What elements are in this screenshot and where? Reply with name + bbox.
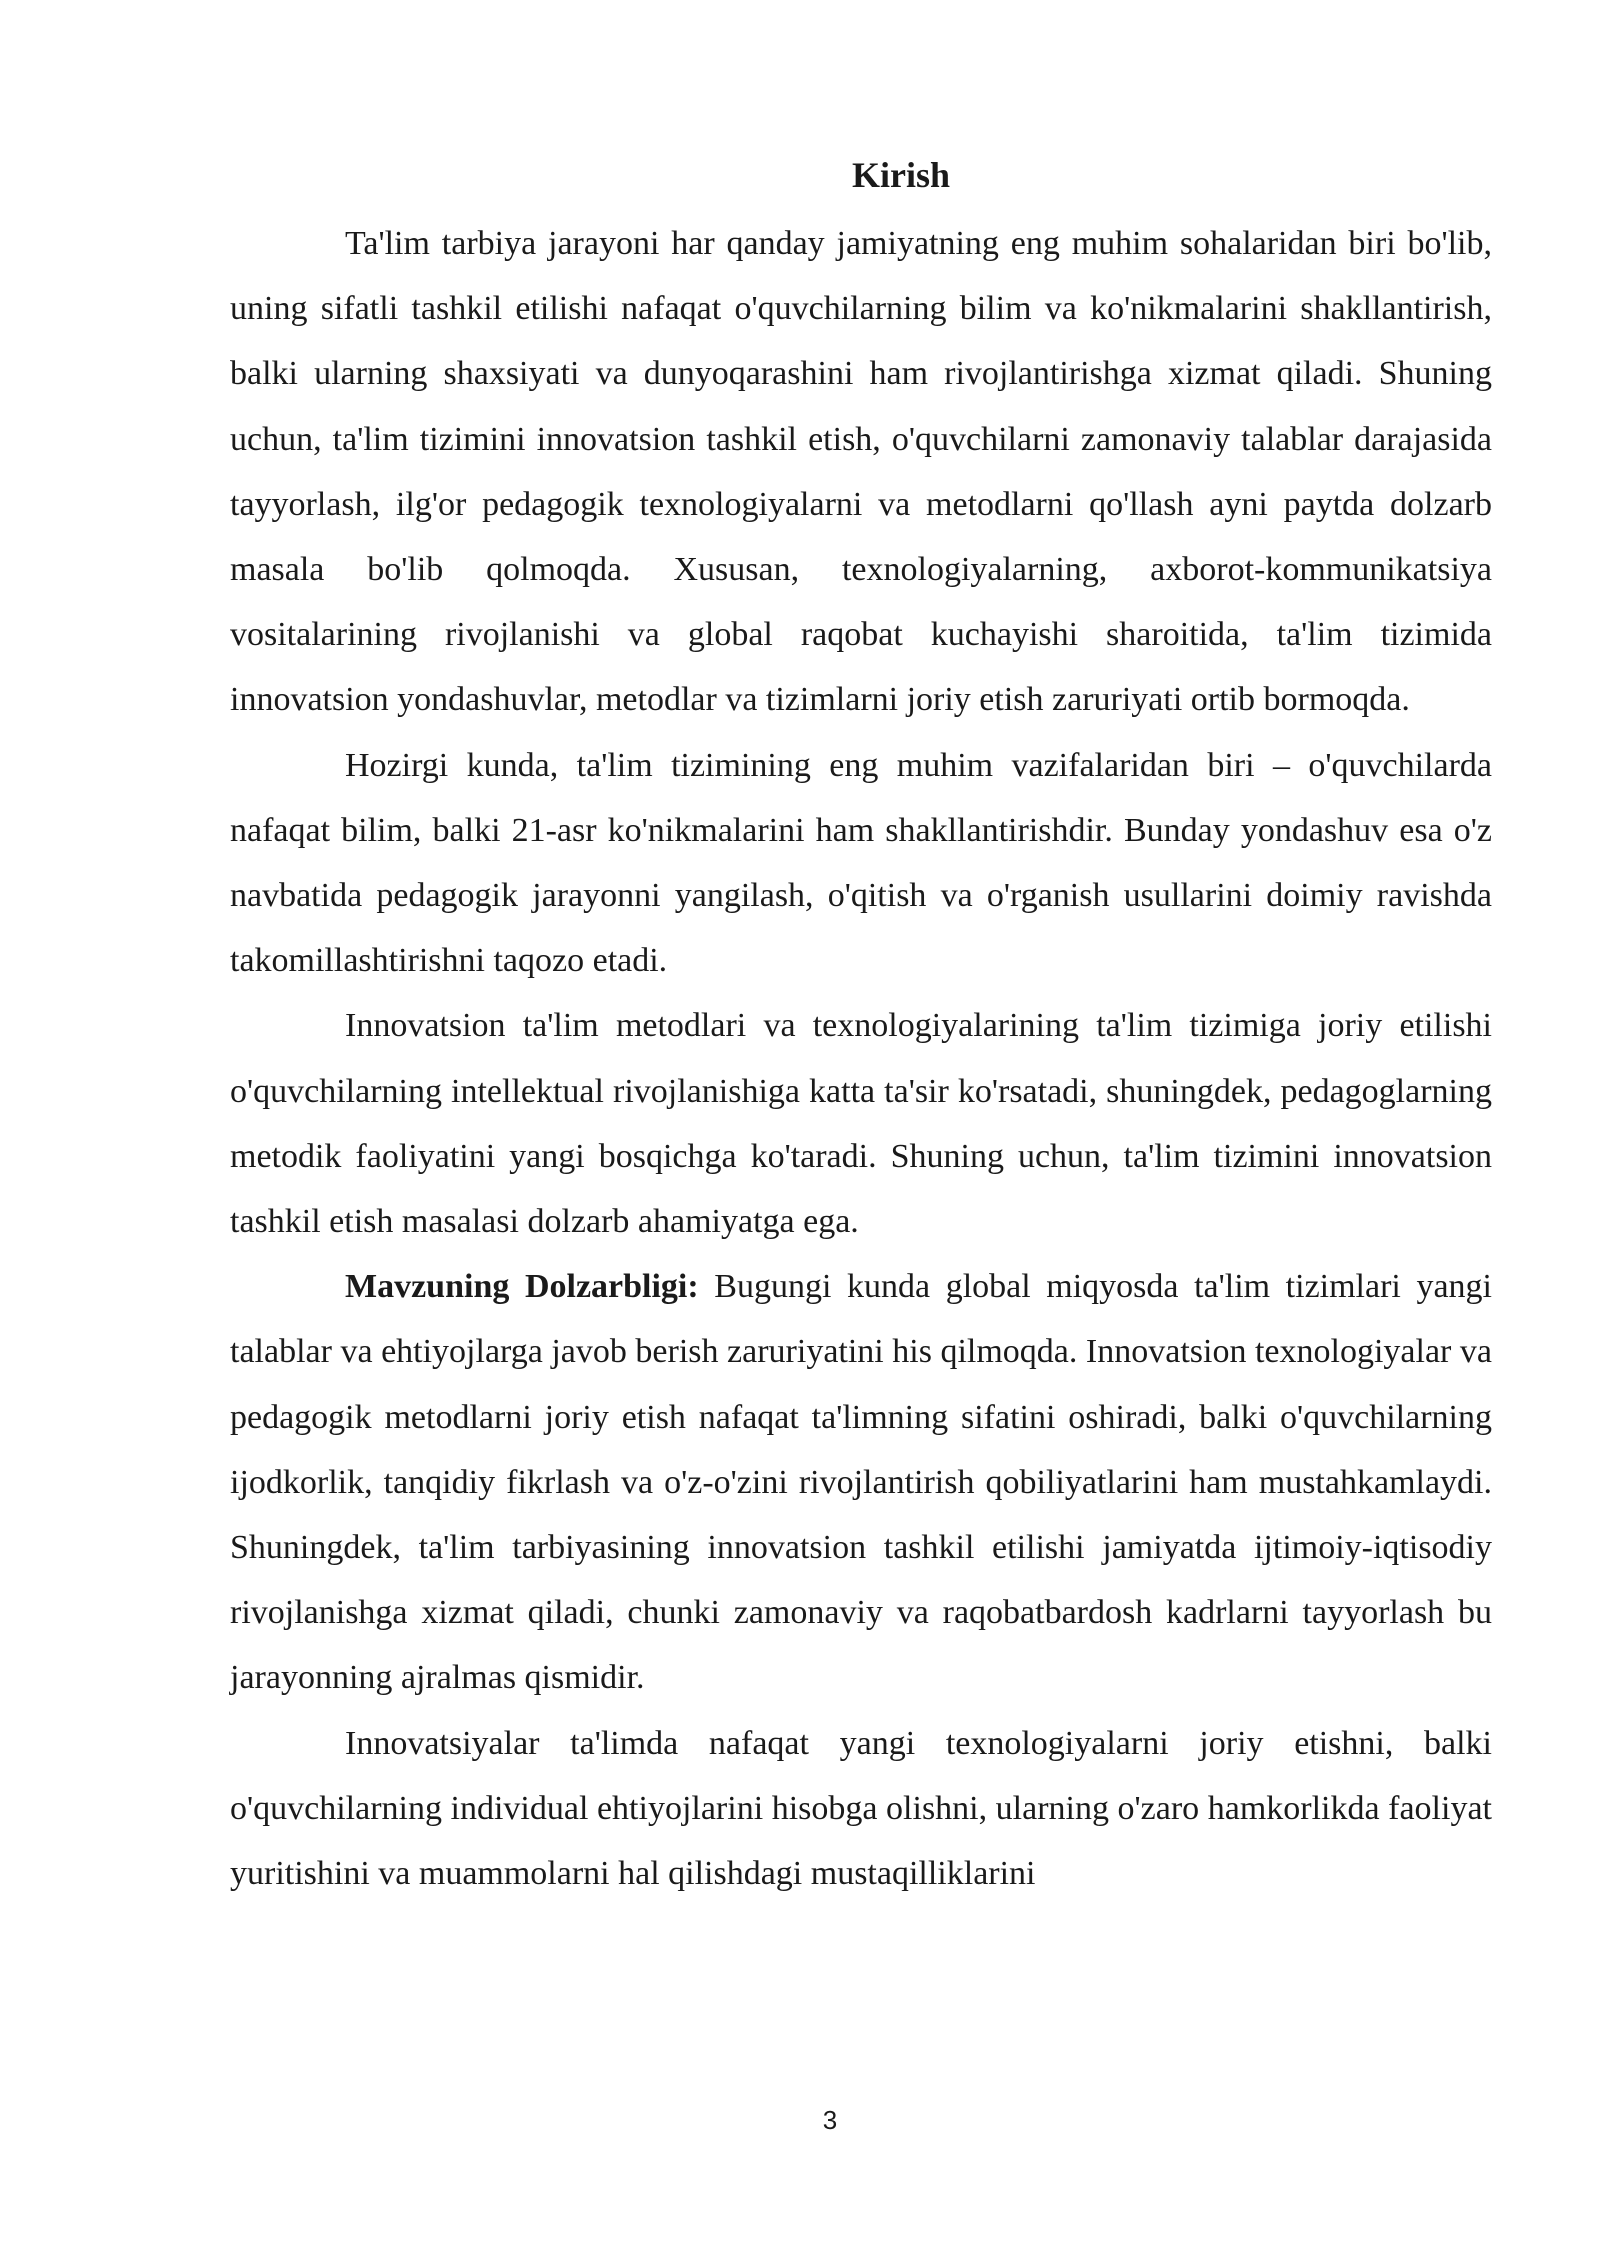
paragraph-text: Bugungi kunda global miqyosda ta'lim tizimlari yangi talablar va ehtiyojlarga javob berish zaruriyatini his qilmoqda. Innovatsion texnologiyalar va pedagogik metodlarni joriy etish nafaqat ta'limning sifatini oshiradi, balki o'quvchilarning ijodkorlik, tanqidiy fikrlash va o'z-o'zini rivojlantirish qobiliyatlarini ham mustahkamlaydi. Shuningdek, ta'lim tarbiyasining innovatsion tashkil etilishi jamiyatda ijtimoiy-iqtisodiy rivojlanishga xizmat qiladi, chunki zamonaviy va raqobatbardosh kadrlarni tayyorlash bu jarayonning ajralmas qismidir. — [230, 1268, 1492, 1697]
paragraph-text: Ta'lim tarbiya jarayoni har qanday jamiyatning eng muhim sohalaridan biri bo'lib, uning sifatli tashkil etilishi nafaqat o'quvchilarning bilim va ko'nikmalarini shakllantirish, balki ularning shaxsiyati va dunyoqarashini ham rivojlantirishga xizmat qiladi. Shuning uchun, ta'lim tizimini innovatsion tashkil etish, o'quvchilarni zamonaviy talablar darajasida tayyorlash, ilg'or pedagogik texnologiyalarni va metodlarni qo'llash ayni paytda dolzarb masala bo'lib qolmoqda. Xususan, texnologiyalarning, axborot-kommunikatsiya vositalarining rivojlanishi va global raqobat kuchayishi sharoitida, ta'lim tizimida innovatsion yondashuvlar, metodlar va tizimlarni joriy etish zaruriyati ortib bormoqda. — [230, 225, 1492, 719]
paragraph-text: Innovatsiyalar ta'limda nafaqat yangi texnologiyalarni joriy etishni, balki o'quvchilarning individual ehtiyojlarini hisobga olishni, ularning o'zaro hamkorlikda faoliyat yuritishini va muammolarni hal qilishdagi mustaqilliklarini — [230, 1724, 1492, 1893]
paragraph-text: Innovatsion ta'lim metodlari va texnologiyalarining ta'lim tizimiga joriy etilishi o'quvchilarning intellektual rivojlanishiga katta ta'sir ko'rsatadi, shuningdek, pedagoglarning metodik faoliyatini yangi bosqichga ko'taradi. Shuning uchun, ta'lim tizimini innovatsion tashkil etish masalasi dolzarb ahamiyatga ega. — [230, 1007, 1492, 1241]
section-title: Kirish — [851, 155, 950, 195]
paragraph-3 — [230, 993, 1492, 1254]
paragraph-2 — [230, 733, 1492, 994]
paragraph-text: Hozirgi kunda, ta'lim tizimining eng muhim vazifalaridan biri – o'quvchilarda nafaqat bilim, balki 21-asr ko'nikmalarini ham shakllantirishdir. Bunday yondashuv esa o'z navbatida pedagogik jarayonni yangilash, o'qitish va o'rganish usullarini doimiy ravishda takomillashtirishni taqozo etadi. — [230, 746, 1492, 980]
page-number: 3 — [822, 2105, 838, 2135]
paragraph-4 — [230, 1254, 1492, 1710]
document-page — [230, 145, 1492, 1906]
paragraph-5 — [230, 1711, 1492, 1907]
paragraph-lead: Mavzuning Dolzarbligi: — [345, 1268, 699, 1306]
paragraph-1 — [230, 211, 1492, 733]
